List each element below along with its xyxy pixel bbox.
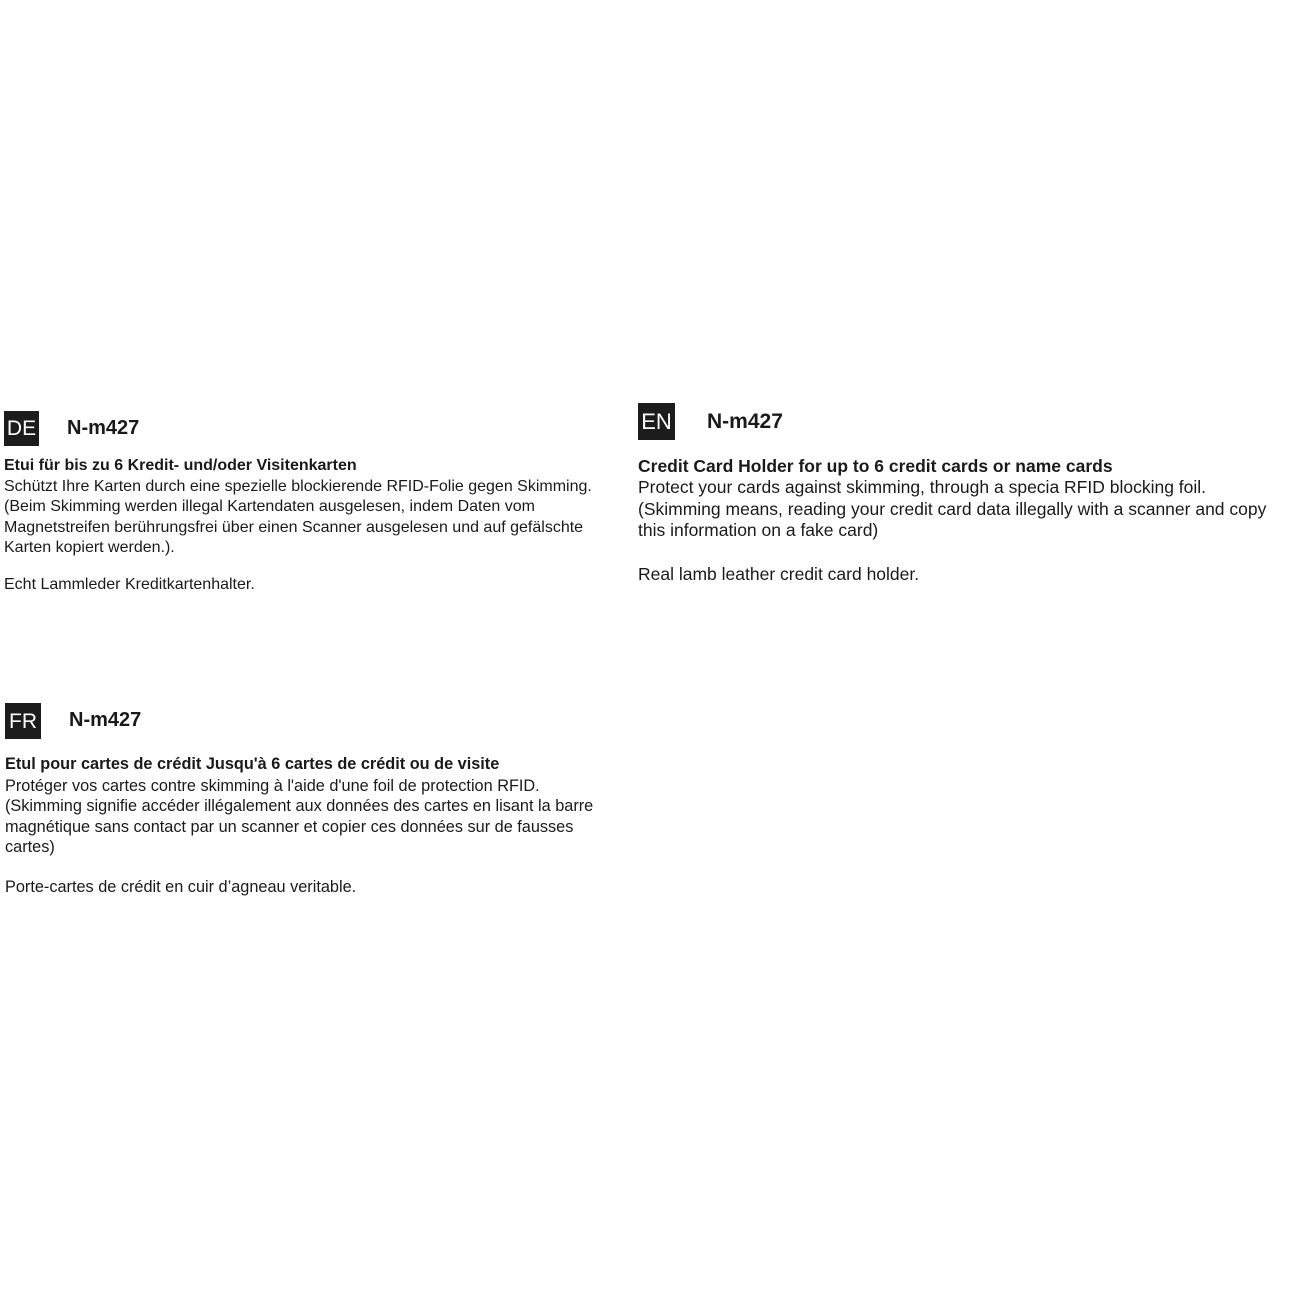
section-fr: [5, 703, 645, 903]
section-header: [4, 411, 629, 451]
description-line: magnétique sans contact par un scanner et copier ces données sur de fausses: [5, 817, 574, 836]
description-line: cartes): [5, 838, 55, 857]
description-line: (Beim Skimming werden illegal Kartendaten ausgelesen, indem Daten vom: [4, 498, 535, 516]
description-line: (Skimming means, reading your credit card data illegally with a scanner and copy: [638, 498, 1267, 519]
model-code: N-m427: [69, 709, 142, 731]
description-line: Schützt Ihre Karten durch eine spezielle blockierende RFID-Folie gegen Skimming.: [4, 478, 592, 495]
description-line: Karten kopiert werden.).: [4, 538, 175, 556]
product-title: Credit Card Holder for up to 6 credit cards or name cards: [638, 456, 1113, 476]
description-line: this information on a fake card): [638, 520, 879, 541]
material-note: Real lamb leather credit card holder.: [638, 564, 920, 584]
model-code: N-m427: [707, 410, 783, 433]
material-note: Porte-cartes de crédit en cuir d’agneau veritable.: [5, 878, 357, 896]
description-text: [638, 477, 1266, 542]
section-de: [4, 411, 629, 611]
language-badge-de: DE: [4, 411, 39, 446]
language-badge-fr: FR: [5, 703, 41, 739]
section-en: [638, 403, 1298, 603]
description-text: [4, 477, 592, 558]
section-header: [5, 703, 645, 743]
product-title: Etui für bis zu 6 Kredit- und/oder Visitenkarten: [4, 457, 357, 474]
description-line: Protect your cards against skimming, through a specia RFID blocking foil.: [638, 477, 1207, 497]
description-line: (Skimming signifie accéder illégalement aux données des cartes en lisant la barre: [5, 797, 594, 816]
section-header: [638, 403, 1298, 443]
product-title: Etul pour cartes de crédit Jusqu'à 6 cartes de crédit ou de visite: [5, 755, 500, 773]
description-line: Protéger vos cartes contre skimming à l'aide d'une foil de protection RFID.: [5, 777, 540, 795]
model-code: N-m427: [67, 417, 140, 439]
material-note: Echt Lammleder Kreditkartenhalter.: [4, 576, 255, 593]
description-text: [5, 776, 593, 858]
language-badge-en: EN: [638, 403, 675, 440]
description-line: Magnetstreifen berührungsfrei über einen Scanner ausgelesen und auf gefälschte: [4, 518, 584, 536]
